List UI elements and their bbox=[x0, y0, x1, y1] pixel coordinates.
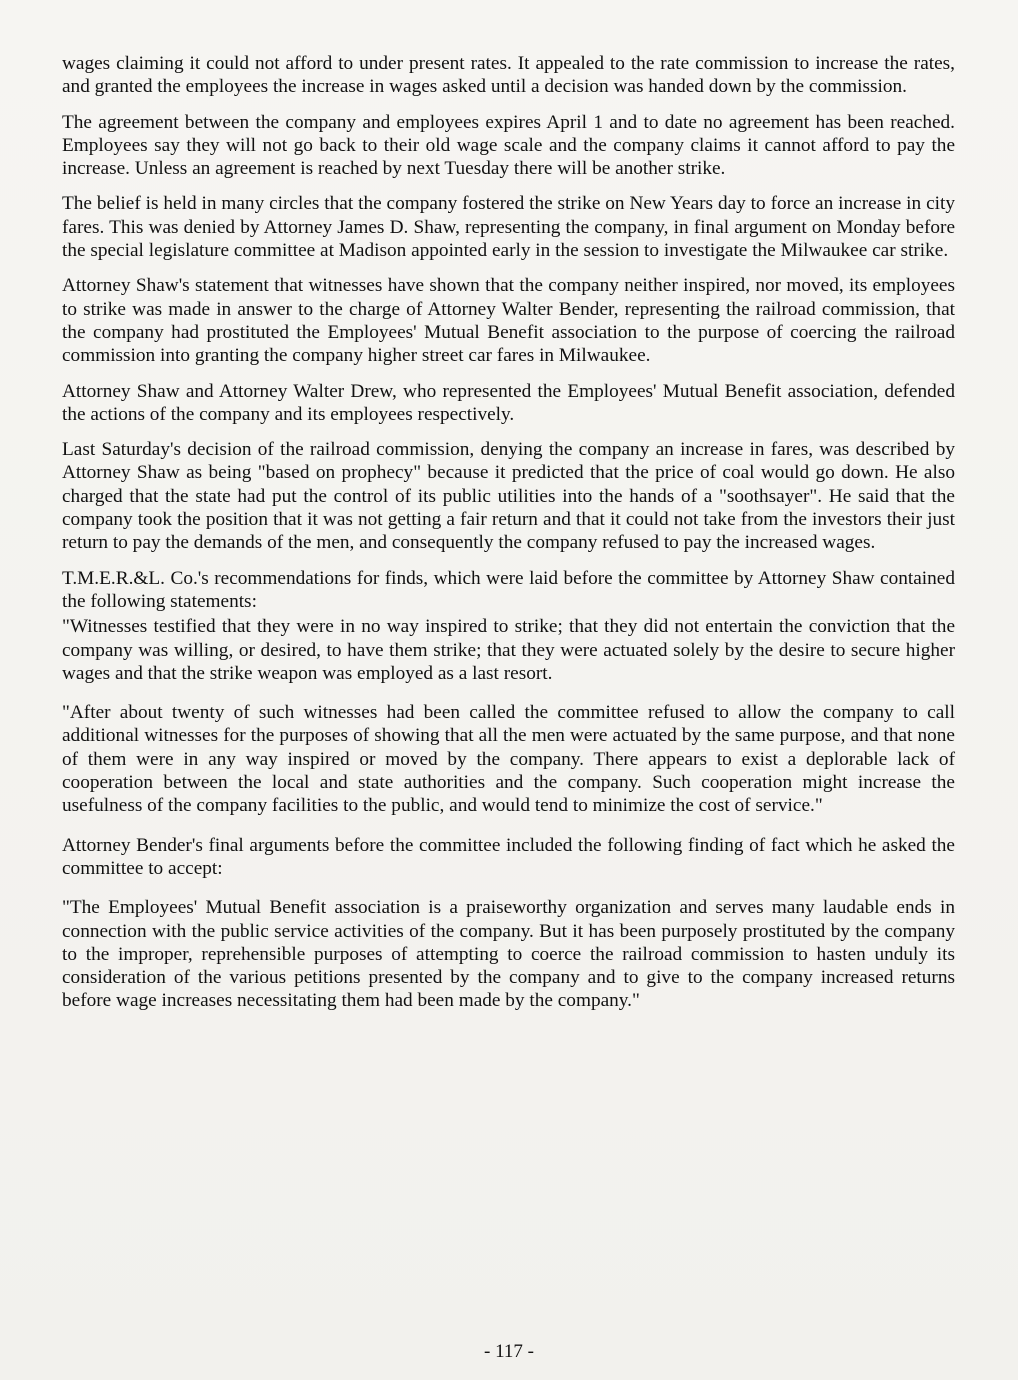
paragraph-3: The belief is held in many circles that the company fostered the strike on New Years day to force an increase in city fares. This was denied by Attorney James D. Shaw, representing the company, in final argument on Monday before the special legislature committee at Madison appointed early in the session to investigate the Milwaukee car strike. bbox=[62, 193, 955, 262]
paragraph-7: T.M.E.R.&L. Co.'s recommendations for finds, which were laid before the committee by Attorney Shaw contained the following statements: bbox=[62, 567, 955, 612]
body-text bbox=[62, 52, 955, 1013]
paragraph-8: "Witnesses testified that they were in no way inspired to strike; that they did not entertain the conviction that the company was willing, or desired, to have them strike; that they were actuated solely by the desire to secure higher wages and that the strike weapon was employed as a last resort. bbox=[62, 616, 955, 684]
paragraph-9: "After about twenty of such witnesses had been called the committee refused to allow the company to call additional witnesses for the purposes of showing that all the men were actuated by the same purpose, and that none of them were in any way inspired or moved by the company. There appears to exist a deplorable lack of cooperation between the local and state authorities and the company. Such cooperation might increase the usefulness of the company facilities to the public, and would tend to minimize the cost of service." bbox=[62, 702, 955, 817]
page-number: - 117 - bbox=[484, 1341, 534, 1362]
paragraph-6: Last Saturday's decision of the railroad commission, denying the company an increase in fares, was described by Attorney Shaw as being "based on prophecy" because it predicted that the price of coal would go down. He also charged that the state had put the control of its public utilities into the hands of a "soothsayer". He said that the company took the position that it was not getting a fair return and that it could not take from the investors their just return to pay the demands of the men, and consequently the company refused to pay the increased wages. bbox=[62, 439, 955, 554]
paragraph-5: Attorney Shaw and Attorney Walter Drew, who represented the Employees' Mutual Benefit association, defended the actions of the company and its employees respectively. bbox=[62, 380, 955, 425]
paragraph-2: The agreement between the company and employees expires April 1 and to date no agreement has been reached. Employees say they will not go back to their old wage scale and the company claims it cannot afford to pay the increase. Unless an agreement is reached by next Tuesday there will be another strike. bbox=[62, 111, 955, 180]
paragraph-1: wages claiming it could not afford to under present rates. It appealed to the rate commission to increase the rates, and granted the employees the increase in wages asked until a decision was handed down by the commission. bbox=[62, 53, 955, 98]
paragraph-4: Attorney Shaw's statement that witnesses have shown that the company neither inspired, nor moved, its employees to strike was made in answer to the charge of Attorney Walter Bender, representing the railroad commission, that the company had prostituted the Employees' Mutual Benefit association to the purpose of coercing the railroad commission into granting the company higher street car fares in Milwaukee. bbox=[62, 275, 955, 367]
paragraph-10: Attorney Bender's final arguments before the committee included the following finding of fact which he asked the committee to accept: bbox=[62, 834, 955, 879]
paragraph-11: "The Employees' Mutual Benefit association is a praiseworthy organization and serves many laudable ends in connection with the public service activities of the company. But it has been purposely prostituted by the company to the improper, reprehensible purposes of attempting to coerce the railroad commission to hasten unduly its consideration of the various petitions presented by the company and to give to the company increased returns before wage increases necessitating them had been made by the company." bbox=[62, 897, 955, 1012]
